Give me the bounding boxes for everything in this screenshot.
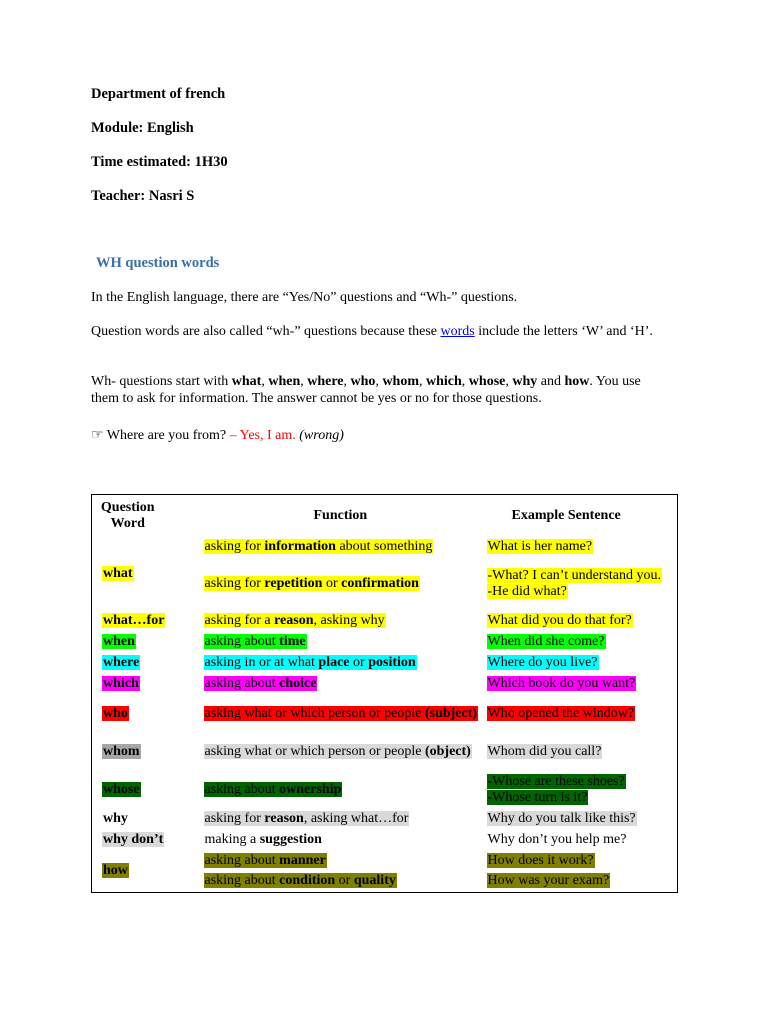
function-where: asking in or at what place or position <box>204 655 416 670</box>
table-row <box>92 632 678 653</box>
example-what-repetition: -What? I can’t understand you. <box>487 567 662 583</box>
function-when: asking about time <box>204 634 306 649</box>
example-why: Why do you talk like this? <box>487 811 636 826</box>
intro-paragraph: In the English language, there are “Yes/No” questions and “Wh-” questions. <box>91 290 518 305</box>
table-row <box>92 851 678 871</box>
example-when: When did she come? <box>487 634 605 649</box>
function-what-repetition: asking for repetition or confirmation <box>204 575 419 591</box>
table-row <box>92 537 678 557</box>
function-who: asking what or which person or people (subject) <box>204 705 478 721</box>
table-row <box>92 653 678 674</box>
word-whose: whose <box>103 781 140 797</box>
example-what-info: What is her name? <box>487 538 593 554</box>
function-how-condition: asking about condition or quality <box>204 873 396 889</box>
wh-start-paragraph: Wh- questions start with what, when, where, who, whom, which, whose, why and how. You use them to ask for information. The answer cannot be yes or no for those questions. <box>91 374 641 406</box>
example-whatfor: What did you do that for? <box>487 613 632 628</box>
header-function: Function <box>313 507 368 523</box>
table-row <box>92 695 678 733</box>
question-words-table <box>91 494 678 893</box>
word-whydont: why don’t <box>103 832 164 847</box>
word-why: why <box>103 811 128 826</box>
section-heading: WH question words <box>96 255 220 271</box>
function-what-info: asking for information about something <box>204 538 433 554</box>
example-who: Who opened the window? <box>487 705 635 721</box>
table-row <box>92 830 678 851</box>
example-whom: Whom did you call? <box>487 743 602 759</box>
table-row <box>92 733 678 771</box>
word-which: which <box>103 676 139 691</box>
table-row <box>92 674 678 695</box>
example-whose-2: -Whose turn is it? <box>487 789 588 805</box>
word-what: what <box>103 565 133 581</box>
example-where: Where do you live? <box>487 655 598 670</box>
example-how-condition: How was your exam? <box>487 873 610 889</box>
function-whom: asking what or which person or people (object) <box>204 743 471 759</box>
table-row <box>92 809 678 830</box>
function-which: asking about choice <box>204 676 317 691</box>
header-question-word: Question Word <box>100 499 155 531</box>
word-whom: whom <box>103 743 140 759</box>
word-where: where <box>103 655 140 670</box>
department-line: Department of french <box>91 86 226 102</box>
example-whydont: Why don’t you help me? <box>487 832 627 847</box>
function-why: asking for reason, asking what…for <box>204 811 409 826</box>
wrong-answer: – Yes, I am. <box>229 428 296 443</box>
word-who: who <box>103 705 128 721</box>
function-whose: asking about ownership <box>204 781 342 797</box>
table-header-row <box>92 495 678 537</box>
teacher-line: Teacher: Nasri S <box>91 188 195 204</box>
module-line: Module: English <box>91 120 194 136</box>
function-whatfor: asking for a reason, asking why <box>204 613 385 628</box>
example-which: Which book do you want? <box>487 676 636 691</box>
example-whose: -Whose are these shoes? <box>487 773 625 789</box>
function-how-manner: asking about manner <box>204 852 326 868</box>
words-link[interactable]: words <box>440 324 475 339</box>
example-line: ☞ Where are you from? – Yes, I am. (wrong) <box>91 428 344 443</box>
example-how-manner: How does it work? <box>487 852 594 868</box>
time-line: Time estimated: 1H30 <box>91 154 228 170</box>
header-example: Example Sentence <box>511 507 621 523</box>
table-row <box>92 771 678 809</box>
example-what-repetition-2: -He did what? <box>487 583 567 599</box>
table-row <box>92 611 678 632</box>
word-when: when <box>103 634 135 649</box>
pointing-hand-icon: ☞ <box>91 428 104 443</box>
word-whatfor: what…for <box>103 613 165 628</box>
question-words-paragraph: Question words are also called “wh-” questions because these words include the letters ‘W’ and ‘H’. <box>91 324 653 339</box>
function-whydont: making a suggestion <box>204 832 322 847</box>
word-how: how <box>103 863 128 879</box>
